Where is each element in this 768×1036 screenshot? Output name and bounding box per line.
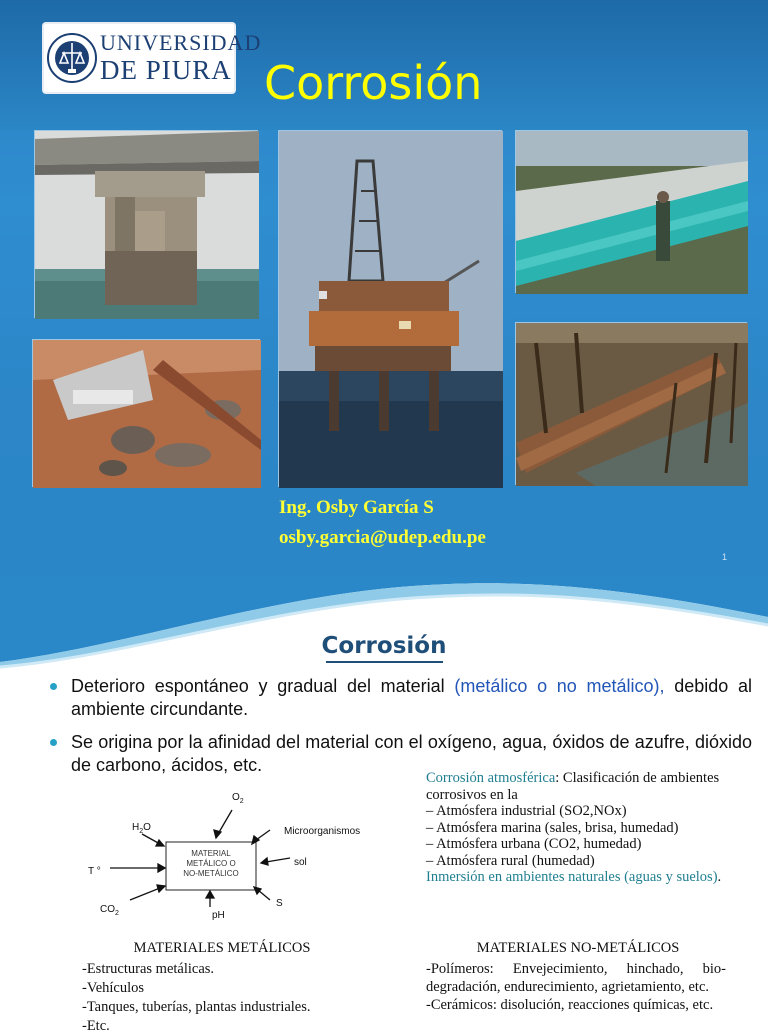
oil-platform-photo xyxy=(278,130,502,487)
slide-title: Corrosión xyxy=(264,56,483,110)
metal-item: -Etc. xyxy=(82,1018,110,1034)
metallic-materials-heading: MATERIALES METÁLICOS xyxy=(133,940,311,956)
atmospheric-corrosion-block xyxy=(426,770,722,886)
nonmetallic-materials-list xyxy=(426,960,726,1014)
metal-item: -Tanques, tuberías, plantas industriales. xyxy=(82,999,311,1015)
trench-pipe-photo xyxy=(515,322,747,485)
corrosion-factors-diagram xyxy=(80,782,382,927)
atmos-item: – Atmósfera rural (humedad) xyxy=(426,852,595,869)
slide-number: 1 xyxy=(722,552,728,562)
svg-text:H2O xyxy=(132,822,151,835)
svg-text:O2 xyxy=(232,792,244,805)
bridge-pier-photo xyxy=(34,130,258,318)
diagram-o2-sub: 2 xyxy=(239,798,244,805)
diagram-co2-sub: 2 xyxy=(115,910,119,917)
metallic-materials-list xyxy=(82,960,402,1036)
svg-text:CO2 xyxy=(100,904,119,917)
diagram-s: S xyxy=(276,898,283,909)
bullet-dot-icon xyxy=(50,683,57,690)
diagram-o2: O xyxy=(232,792,240,803)
diagram-h2o-a: H xyxy=(132,822,140,833)
diagram-ph: pH xyxy=(212,910,225,921)
logo-line2: DE PIURA xyxy=(100,55,232,85)
bullet-dot-icon xyxy=(50,739,57,746)
diagram-temp: T ° xyxy=(88,866,101,877)
university-seal-icon xyxy=(46,29,98,87)
nonmetal-text-2: -Cerámicos: disolución, reacciones químicas, etc. xyxy=(426,997,714,1013)
metal-item: -Estructuras metálicas. xyxy=(82,961,215,977)
bullet-1-text-a: Deterioro espontáneo y gradual del material xyxy=(71,676,455,696)
diagram-h2o-sub: 2 xyxy=(139,828,144,835)
title-underline xyxy=(326,661,443,663)
diagram-h2o-b: O xyxy=(143,822,151,833)
bullet-2-text: Se origina por la afinidad del material con el oxígeno, agua, óxidos de azufre, dióxido de carbono, ácidos, etc. xyxy=(71,732,752,775)
metal-item: -Vehículos xyxy=(82,980,145,996)
bullet-1-text-b: debido al ambiente circundante. xyxy=(71,676,752,719)
pipeline-photo xyxy=(515,130,747,293)
diagram-sol: sol xyxy=(294,857,307,868)
content-slide xyxy=(0,577,768,1034)
logo-line1: UNIVERSIDAD xyxy=(100,30,262,55)
bullet-1 xyxy=(44,675,752,721)
university-logo xyxy=(44,24,262,92)
presenter-email: osby.garcia@udep.edu.pe xyxy=(279,527,486,548)
presenter-name: Ing. Osby García S xyxy=(279,497,434,518)
atmos-item: – Atmósfera urbana (CO2, humedad) xyxy=(426,836,642,852)
immersion-text: Inmersión en ambientes naturales (aguas y suelos) xyxy=(426,869,718,885)
diagram-center-line1: MATERIAL xyxy=(191,849,231,858)
immersion-period: . xyxy=(717,869,722,885)
atmos-intro: : Clasificación de ambientes corrosivos en la xyxy=(426,770,720,803)
nonmetal-text: -Polímeros: Envejecimiento, hinchado, bio-degradación, endurecimiento, agrietamiento, etc. xyxy=(426,961,726,995)
atmos-label: Corrosión atmosférica xyxy=(426,770,556,786)
atmos-item: – Atmósfera marina (sales, brisa, humedad) xyxy=(426,819,679,836)
diagram-center-line2: METÁLICO O xyxy=(186,859,236,868)
bullet-1-highlight: (metálico o no metálico), xyxy=(454,676,665,696)
slide2-title: Corrosión xyxy=(321,633,447,659)
diagram-co2: CO xyxy=(100,904,115,915)
diagram-center-line3: NO-METÁLICO xyxy=(183,869,239,878)
corroded-plate-photo xyxy=(32,339,260,487)
nonmetallic-materials-heading: MATERIALES NO-METÁLICOS xyxy=(476,940,680,956)
diagram-micro: Microorganismos xyxy=(284,826,361,837)
atmos-item: – Atmósfera industrial (SO2,NOx) xyxy=(426,803,627,819)
